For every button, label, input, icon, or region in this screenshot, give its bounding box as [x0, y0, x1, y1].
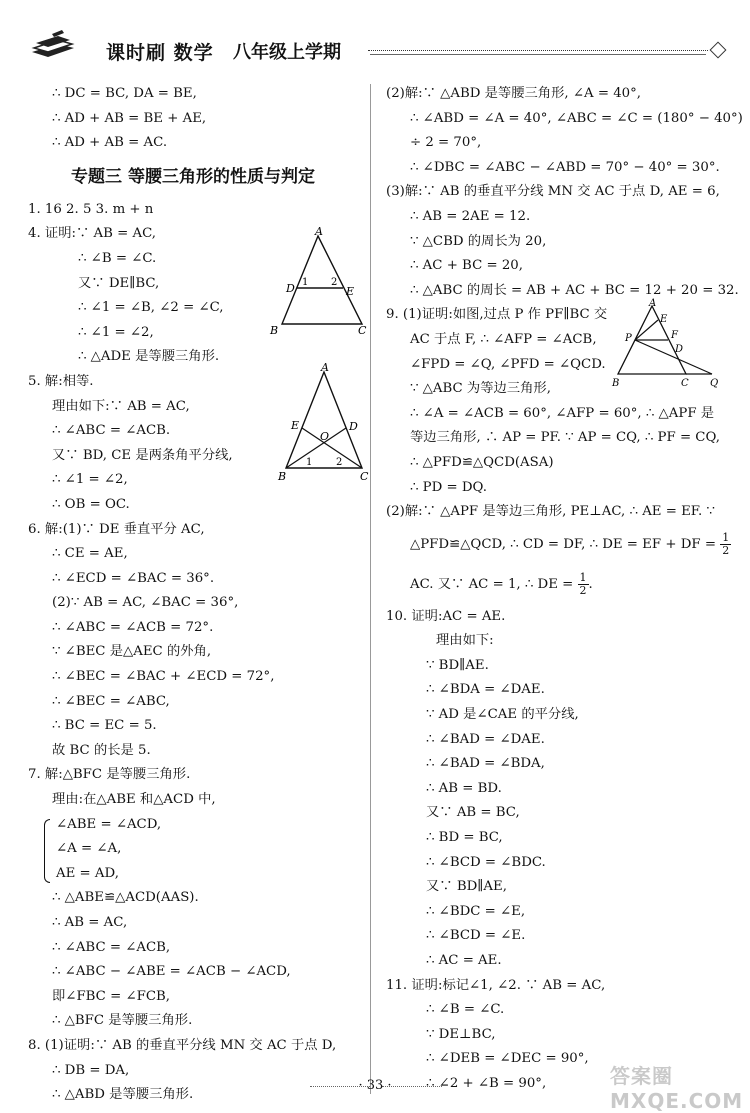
answer-line: ∵ BD∥AE. — [426, 657, 489, 673]
answer-line: ∵ △ABC 为等边三角形, — [410, 381, 551, 397]
answer-line: 理由如下:∵ AB = AC, — [52, 398, 190, 414]
answer-line: 7. 解:△BFC 是等腰三角形. — [28, 767, 191, 783]
answer-line: ∴ ∠B = ∠C. — [78, 250, 157, 266]
vertex-label: A — [315, 226, 323, 238]
answer-line — [28, 862, 358, 887]
vertex-label: C — [358, 324, 367, 337]
header-dotted-rule — [368, 50, 708, 51]
page-header — [28, 30, 728, 70]
fraction-numerator: 1 — [722, 530, 730, 544]
angle-label: 1 — [302, 277, 309, 288]
answer-line: (2)解:∵ △APF 是等边三角形, PE⊥AC, ∴ AE = EF. ∵ — [386, 504, 715, 520]
vertex-label: D — [675, 344, 684, 355]
brace-line: AE = AD, — [56, 865, 119, 881]
answer-line: ∵ AD 是∠CAE 的平分线, — [426, 707, 579, 723]
brand-title: 课时刷 数学 — [106, 42, 214, 64]
angle-label: 1 — [306, 457, 313, 468]
figure-5-triangle — [276, 362, 372, 486]
answer-line: ∴ △ABD 是等腰三角形. — [52, 1087, 194, 1103]
answer-line — [28, 813, 358, 838]
answer-text: △PFD≌△QCD, ∴ CD = DF, ∴ DE = EF + DF = — [410, 536, 716, 552]
answer-line: ∴ ∠DEB = ∠DEC = 90°, — [426, 1051, 589, 1067]
page-number: · 33 · — [358, 1078, 392, 1093]
answer-line: ∴ ∠BDA = ∠DAE. — [426, 682, 545, 698]
answer-line: ∴ ∠ABC = ∠ACB = 72°. — [52, 619, 214, 635]
answer-text: AC. 又∵ AC = 1, ∴ DE = — [410, 576, 574, 592]
answer-line: ∴ ∠1 = ∠B, ∠2 = ∠C, — [78, 300, 224, 316]
answer-line: ∴ ∠ABC = ∠ACB, — [52, 939, 171, 955]
answer-line — [28, 837, 358, 862]
grade-label: 八年级上学期 — [233, 42, 341, 63]
answer-line: ∴ ∠ECD = ∠BAC = 36°. — [52, 570, 215, 586]
answer-line: ÷ 2 = 70°, — [410, 135, 482, 151]
answer-line: AC 于点 F, ∴ ∠AFP = ∠ACB, — [410, 331, 597, 347]
fraction-half — [578, 572, 589, 597]
answer-line: ∴ ∠ABD = ∠A = 40°, ∠ABC = ∠C = (180° − 40°) — [410, 110, 743, 126]
answer-line: AC. 又∵ AC = 1, ∴ DE = $\frac{1}{2}$ . — [410, 570, 593, 597]
answer-line: 4. 证明:∵ AB = AC, — [28, 226, 157, 242]
answer-line: ∴ ∠DBC = ∠ABC − ∠ABD = 70° − 40° = 30°. — [410, 159, 720, 175]
answer-line: 等边三角形, ∴ AP = PF. ∵ AP = CQ, ∴ PF = CQ, — [410, 430, 720, 446]
fraction-denominator: 2 — [579, 583, 587, 597]
answer-line: ∴ PD = DQ. — [410, 479, 488, 495]
figure-4-triangle — [268, 226, 378, 338]
answer-line: ∴ ∠1 = ∠2, — [78, 324, 154, 340]
answer-line: (3)解:∵ AB 的垂直平分线 MN 交 AC 于点 D, AE = 6, — [386, 184, 720, 200]
answer-line: ∴ △PFD≌△QCD(ASA) — [410, 454, 554, 470]
answer-line: ∴ CE = AE, — [52, 546, 128, 562]
answer-line: ∴ ∠ABC = ∠ACB. — [52, 423, 171, 439]
text-line: ∴ DC = BC, DA = BE, — [52, 86, 197, 101]
answer-line: ∴ ∠BCD = ∠E. — [426, 928, 526, 944]
answer-line: 即∠FBC = ∠FCB, — [52, 988, 170, 1004]
answer-line: ∴ △ADE 是等腰三角形. — [78, 349, 220, 365]
angle-label: 2 — [331, 277, 338, 288]
vertex-label: Q — [710, 378, 719, 389]
vertex-label: B — [270, 324, 279, 337]
answer-line: ∴ ∠BEC = ∠ABC, — [52, 693, 170, 709]
answer-line: 5. 解:相等. — [28, 373, 94, 389]
vertex-label: A — [649, 298, 657, 309]
answer-line: (2)解:∵ △ABD 是等腰三角形, ∠A = 40°, — [386, 86, 641, 101]
vertex-label: B — [612, 378, 620, 389]
answer-line: ∴ ∠BAD = ∠DAE. — [426, 731, 545, 747]
angle-label: 2 — [336, 457, 343, 468]
answer-line: ∴ DB = DA, — [52, 1062, 130, 1078]
answer-line: ∴ ∠1 = ∠2, — [52, 472, 128, 488]
answer-line: ∴ AB = 2AE = 12. — [410, 208, 531, 224]
answer-line: 又∵ AB = BC, — [426, 805, 520, 821]
answer-line: ∴ AB = AC, — [52, 915, 128, 930]
vertex-label: E — [660, 314, 668, 325]
answer-line — [386, 525, 730, 565]
answer-line: ∵ DE⊥BC, — [426, 1026, 496, 1042]
fraction-numerator: 1 — [579, 570, 587, 584]
answer-line: 故 BC 的长是 5. — [52, 742, 151, 758]
answer-line: ∵ △CBD 的周长为 20, — [410, 233, 547, 249]
answer-line: 又∵ BD, CE 是两条角平分线, — [52, 447, 233, 463]
answer-line: ∴ AC = AE. — [426, 953, 502, 968]
vertex-label: D — [286, 282, 295, 295]
watermark: 答案圈 MXQE.COM — [610, 1064, 744, 1113]
vertex-label: E — [346, 285, 355, 298]
answer-line: ∠FPD = ∠Q, ∠PFD = ∠QCD. — [410, 356, 606, 372]
answer-line: ∴ ∠BDC = ∠E, — [426, 903, 526, 919]
answer-line: ∴ AB = BD. — [426, 780, 502, 796]
section-title: 专题三 等腰三角形的性质与判定 — [71, 166, 315, 187]
answer-line: 9. (1)证明:如图,过点 P 作 PF∥BC 交 — [386, 307, 608, 323]
answer-line: 理由:在△ABE 和△ACD 中, — [52, 792, 216, 808]
vertex-label: D — [349, 420, 358, 433]
vertex-label: P — [625, 333, 632, 344]
vertex-label: C — [360, 470, 369, 483]
brace-line: ∠ABE = ∠ACD, — [56, 816, 162, 832]
answer-line: 11. 证明:标记∠1, ∠2. ∵ AB = AC, — [386, 977, 606, 993]
vertex-label: B — [278, 470, 287, 483]
answer-line: ∴ ∠BAD = ∠BDA, — [426, 756, 545, 772]
fraction-denominator: 2 — [722, 543, 730, 557]
text-line: ∴ AD + AB = BE + AE, — [52, 110, 207, 126]
diamond-icon — [710, 42, 727, 59]
answer-line: ∴ ∠2 + ∠B = 90°, — [426, 1075, 547, 1091]
answer-line: ∴ OB = OC. — [52, 496, 130, 512]
figure-9-triangle — [608, 298, 726, 390]
vertex-label: E — [291, 419, 300, 432]
system-brace — [44, 819, 50, 883]
vertex-label: O — [320, 430, 330, 443]
answer-line: (2)∵ AB = AC, ∠BAC = 36°, — [52, 595, 239, 611]
text-line: ∴ AD + AB = AC. — [52, 135, 168, 151]
answer-line: ∴ △ABE≌△ACD(AAS). — [52, 890, 199, 906]
answer-line: ∴ ∠ABC − ∠ABE = ∠ACB − ∠ACD, — [52, 964, 291, 980]
answer-line: 理由如下: — [436, 633, 494, 649]
answer-line: ∴ △BFC 是等腰三角形. — [52, 1013, 193, 1029]
answer-line: 8. (1)证明:∵ AB 的垂直平分线 MN 交 AC 于点 D, — [28, 1037, 337, 1053]
vertex-label: F — [671, 330, 678, 341]
answer-line: ∴ ∠B = ∠C. — [426, 1002, 505, 1018]
brace-line: ∠A = ∠A, — [56, 841, 122, 857]
vertex-label: A — [321, 362, 329, 374]
right-column — [386, 82, 743, 1097]
answer-line: ∴ △ABC 的周长 = AB + AC + BC = 12 + 20 = 32. — [410, 282, 739, 298]
answer-line: ∵ ∠BEC 是△AEC 的外角, — [52, 644, 212, 660]
answer-line: 又∵ BD∥AE, — [426, 879, 507, 895]
vertex-label: C — [681, 378, 689, 389]
answer-line: ∴ ∠BCD = ∠BDC. — [426, 854, 546, 870]
answer-line: 6. 解:(1)∵ DE 垂直平分 AC, — [28, 521, 205, 537]
answer-line: 1. 16 2. 5 3. m + n — [28, 201, 154, 217]
answer-line: ∴ AC + BC = 20, — [410, 258, 523, 274]
fraction-half — [720, 532, 731, 557]
book-stack-icon — [28, 30, 78, 64]
header-rule — [370, 54, 706, 55]
answer-line: ∴ BC = EC = 5. — [52, 718, 157, 734]
answer-line: 又∵ DE∥BC, — [78, 275, 160, 291]
answer-line: ∴ BD = BC, — [426, 830, 503, 846]
answer-line: 10. 证明:AC = AE. — [386, 608, 506, 624]
answer-line: ∴ ∠A = ∠ACB = 60°, ∠AFP = 60°, ∴ △APF 是 — [410, 405, 715, 421]
answer-line: ∴ ∠BEC = ∠BAC + ∠ECD = 72°, — [52, 669, 275, 685]
